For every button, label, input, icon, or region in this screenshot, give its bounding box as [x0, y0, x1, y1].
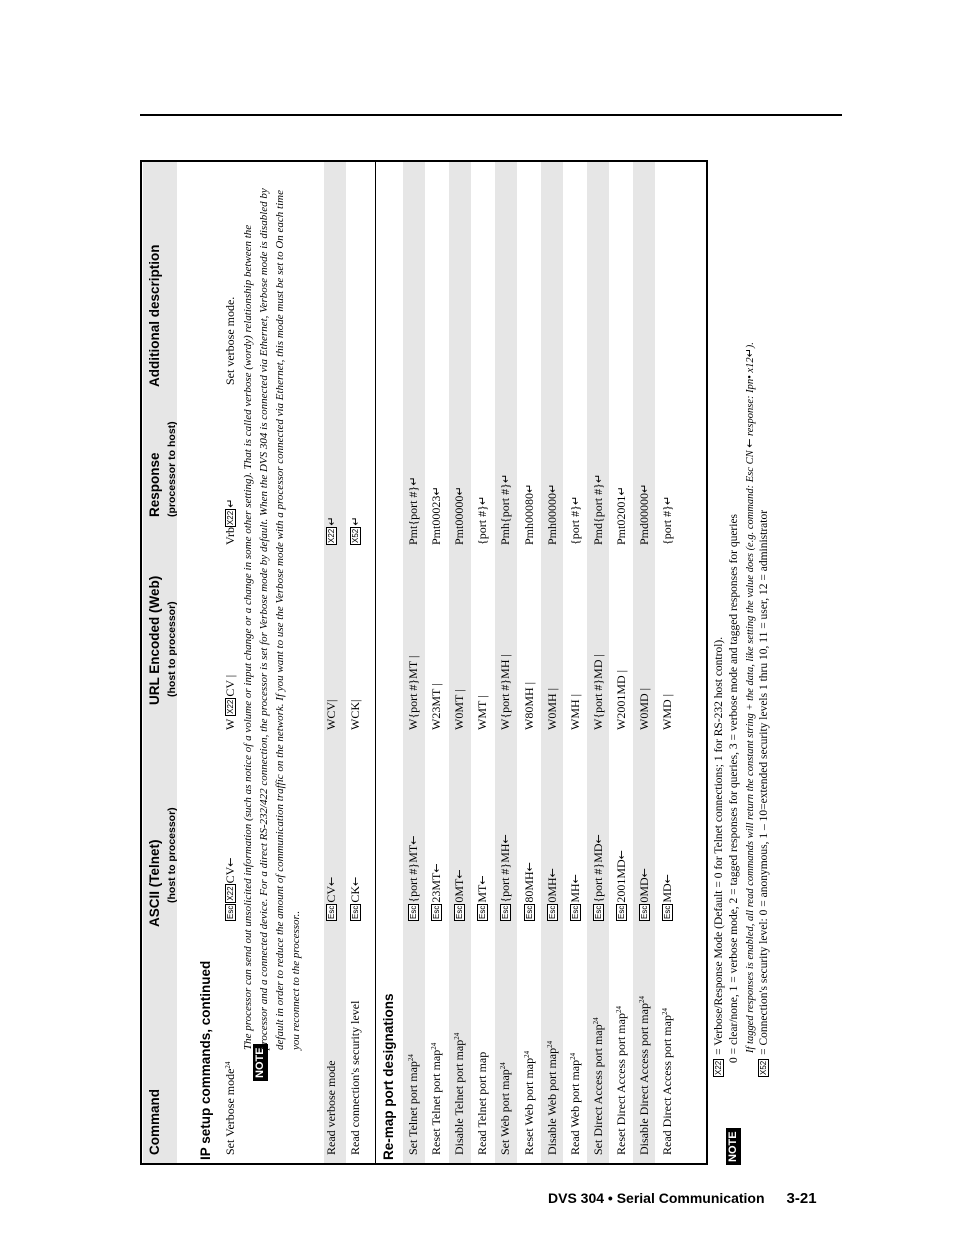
section-remap: Re-map port designations: [381, 993, 396, 1160]
header-description: Additional description: [147, 244, 162, 387]
footer-title: DVS 304 • Serial Communication: [548, 1190, 765, 1206]
cmd-read-verbose: Read verbose mode: [324, 1060, 338, 1155]
ascii-read-verbose: EscCV←: [324, 876, 338, 919]
remap-cmd: Disable Direct Access port map$^{24}$: [637, 996, 651, 1155]
remap-resp: Pmh{port #}↵: [498, 473, 512, 545]
remap-ascii: Esc{port #}MT←: [406, 835, 420, 919]
remap-ascii: Esc0MH←: [545, 868, 559, 919]
remap-cmd: Disable Web port map$^{24}$: [545, 1040, 559, 1155]
remap-ascii: Esc{port #}MH←: [498, 834, 512, 919]
remap-url: W0MT |: [452, 689, 466, 730]
remap-url: W{port #}MD |: [591, 654, 605, 730]
remap-ascii: Esc2001MD←: [614, 850, 628, 919]
header-response-sub: (processor to host): [166, 421, 178, 517]
ascii-read-security: EscCK←: [348, 876, 362, 919]
remap-url: WMH |: [568, 693, 582, 730]
desc-set-verbose: Set verbose mode.: [223, 296, 237, 385]
note-badge: NOTE: [253, 1044, 268, 1081]
remap-cmd: Set Telnet port map$^{24}$: [406, 1054, 420, 1155]
resp-read-verbose: X22↵: [325, 516, 338, 543]
resp-set-verbose: VrbX22↵: [223, 498, 237, 545]
remap-resp: {port #}↵: [475, 495, 489, 545]
footnote-x22-line3: If tagged responses is enabled, all read commands will return the constant string + the data, like setting the value does (e.g. command: Esc CN ← response: Ipn• x12↵).: [743, 342, 756, 1053]
page-footer: [548, 1190, 817, 1207]
ascii-set-verbose: EscX22CV←: [223, 857, 237, 919]
remap-resp: {port #}↵: [660, 495, 674, 545]
remap-url: W{port #}MH |: [498, 654, 512, 730]
resp-read-security: X52↵: [349, 516, 362, 543]
remap-url: W2001MD |: [614, 669, 628, 730]
remap-resp: Pmd00000↵: [637, 483, 651, 545]
remap-resp: Pmt00000↵: [452, 486, 466, 545]
header-command: Command: [147, 1088, 162, 1155]
verbose-note-text: The processor can send out unsolicited information (such as notice of a volume or input change or a change in some other setting). That is called verbose (wordy) relationship between the processor and a connected device. For a direct RS-232/422 connection, the processor is set for Verbose mode by default. When the DVS 304 is connected via Ethernet, Verbose mode is disabled by default in order to reduce the amount of communication traffic on the network. If you want to use the Verbose mode with a processor connected via Ethernet, this mode must be set to On each time you reconnect to the processor..: [242, 188, 302, 1050]
top-rule: [140, 114, 842, 116]
url-read-security: WCK|: [348, 699, 362, 730]
remap-ascii: EscMT←: [475, 875, 489, 919]
page-number: 3-21: [786, 1190, 817, 1207]
header-url-sub: (host to processor): [166, 601, 178, 697]
url-set-verbose: W X22CV |: [223, 674, 237, 730]
remap-url: W0MH |: [545, 687, 559, 730]
remap-cmd: Reset Web port map$^{24}$: [522, 1050, 536, 1155]
remap-cmd: Reset Direct Access port map$^{24}$: [614, 1006, 628, 1155]
header-response: Response: [147, 452, 162, 517]
header-url: URL Encoded (Web): [147, 575, 162, 705]
section-rule: [375, 160, 376, 1163]
remap-url: W23MT |: [429, 683, 443, 730]
remap-url: W0MD |: [637, 687, 651, 730]
remap-resp: Pmt{port #}↵: [406, 476, 420, 545]
remap-ascii: Esc80MH←: [522, 862, 536, 919]
remap-ascii: EscMH←: [568, 874, 582, 919]
remap-ascii: Esc{port #}MD←: [591, 834, 605, 919]
header-ascii: ASCII (Telnet): [147, 839, 162, 927]
section-ip-setup: IP setup commands, continued: [198, 960, 213, 1160]
remap-resp: Pmh00080↵: [522, 483, 536, 545]
remap-cmd: Disable Telnet port map$^{24}$: [452, 1032, 466, 1155]
remap-url: WMT |: [475, 695, 489, 730]
url-read-verbose: WCV|: [324, 699, 338, 730]
footnote-x52: X52 = Connection's security level: 0 = anonymous, 1 – 10=extended security levels 1 thru 10, 11 = user, 12 = administrator: [758, 509, 770, 1075]
remap-resp: {port #}↵: [568, 495, 582, 545]
remap-cmd: Read Direct Access port map$^{24}$: [660, 1008, 674, 1155]
remap-url: W{port #}MT |: [406, 655, 420, 730]
remap-ascii: Esc0MD←: [637, 868, 651, 919]
cmd-set-verbose: Set Verbose mode$^{24}$: [223, 1061, 237, 1155]
remap-resp: Pmt02001↵: [614, 486, 628, 545]
remap-resp: Pmh00000↵: [545, 483, 559, 545]
remap-resp: Pmt00023↵: [429, 486, 443, 545]
remap-ascii: Esc23MT←: [429, 863, 443, 919]
cmd-read-security: Read connection's security level: [348, 1000, 362, 1155]
remap-ascii: EscMD←: [660, 874, 674, 919]
remap-cmd: Set Web port map$^{24}$: [498, 1062, 512, 1155]
header-ascii-sub: (host to processor): [166, 807, 178, 903]
remap-url: WMD |: [660, 693, 674, 730]
remap-cmd: Read Telnet port map: [475, 1051, 489, 1155]
footnote-x22-line2: 0 = clear/none, 1 = verbose mode, 2 = tagged responses for queries, 3 = verbose mode and tagged responses for queries: [728, 513, 740, 1063]
footnote-note-badge: NOTE: [726, 1128, 741, 1165]
remap-cmd: Reset Telnet port map$^{24}$: [429, 1042, 443, 1155]
remap-cmd: Set Direct Access port map$^{24}$: [591, 1017, 605, 1155]
footnote-x22-line1: X22 = Verbose/Response Mode (Default = 0 for Telnet connections; 1 for RS-232 host control).: [713, 636, 725, 1075]
remap-ascii: Esc0MT←: [452, 869, 466, 919]
remap-cmd: Read Web port map$^{24}$: [568, 1052, 582, 1155]
remap-resp: Pmd{port #}↵: [591, 473, 605, 545]
rotated-table-page: [140, 157, 770, 1165]
remap-url: W80MH |: [522, 681, 536, 730]
